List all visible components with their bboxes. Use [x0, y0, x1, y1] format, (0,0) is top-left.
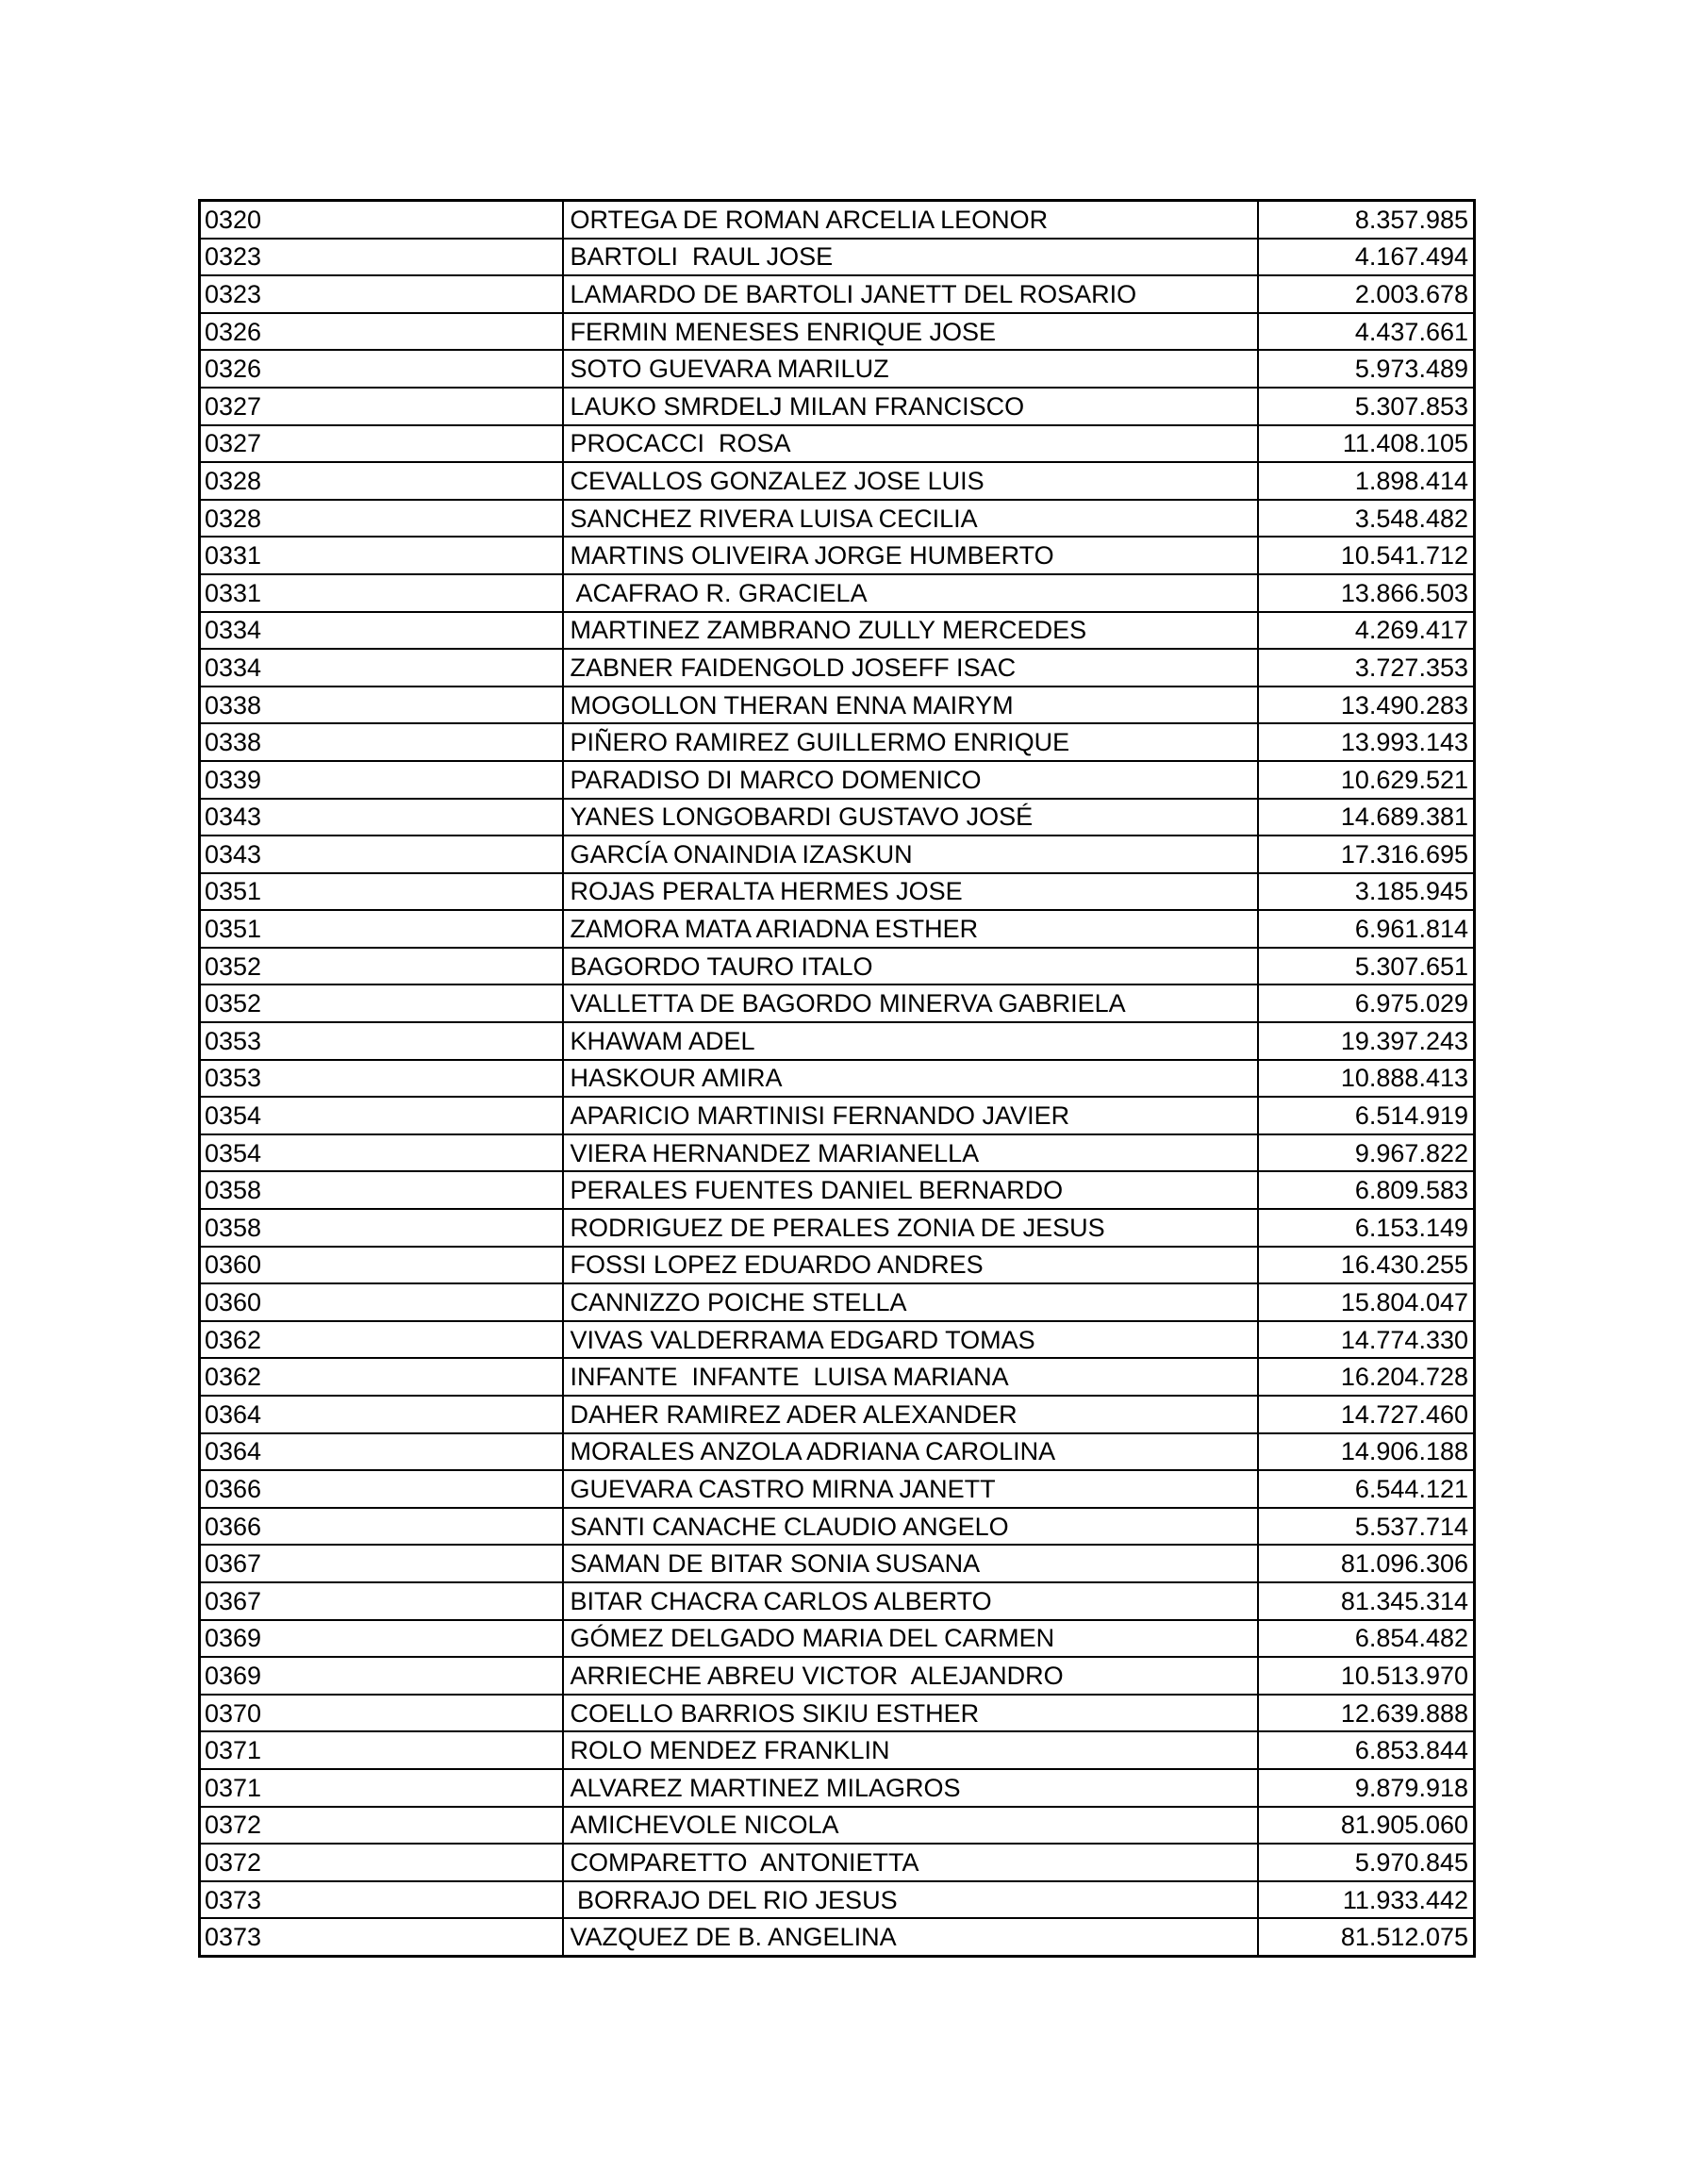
table-row — [200, 1844, 1475, 1881]
row-amount-cell: 9.879.918 — [1258, 1769, 1475, 1807]
table-row — [200, 1134, 1475, 1172]
row-name-cell: RODRIGUEZ DE PERALES ZONIA DE JESUS — [563, 1209, 1258, 1247]
table-row — [200, 462, 1475, 500]
row-code-cell: 0351 — [200, 873, 563, 911]
row-name-cell: BITAR CHACRA CARLOS ALBERTO — [563, 1582, 1258, 1620]
table-row — [200, 1470, 1475, 1508]
row-name-cell: BORRAJO DEL RIO JESUS — [563, 1881, 1258, 1919]
row-code-cell: 0371 — [200, 1769, 563, 1807]
row-code-cell: 0331 — [200, 574, 563, 612]
row-amount-cell: 6.961.814 — [1258, 910, 1475, 948]
table-row — [200, 649, 1475, 687]
row-code-cell: 0358 — [200, 1209, 563, 1247]
row-amount-cell: 81.096.306 — [1258, 1545, 1475, 1582]
row-amount-cell: 6.853.844 — [1258, 1731, 1475, 1769]
row-amount-cell: 14.774.330 — [1258, 1321, 1475, 1359]
table-row — [200, 910, 1475, 948]
row-code-cell: 0331 — [200, 537, 563, 574]
row-code-cell: 0364 — [200, 1433, 563, 1471]
row-amount-cell: 16.204.728 — [1258, 1358, 1475, 1396]
row-name-cell: ARRIECHE ABREU VICTOR ALEJANDRO — [563, 1657, 1258, 1695]
table-row — [200, 1097, 1475, 1134]
row-name-cell: ROLO MENDEZ FRANKLIN — [563, 1731, 1258, 1769]
row-code-cell: 0372 — [200, 1844, 563, 1881]
row-name-cell: COMPARETTO ANTONIETTA — [563, 1844, 1258, 1881]
table-row — [200, 687, 1475, 724]
table-row — [200, 425, 1475, 463]
row-amount-cell: 5.307.853 — [1258, 388, 1475, 425]
row-code-cell: 0327 — [200, 425, 563, 463]
row-name-cell: PIÑERO RAMIREZ GUILLERMO ENRIQUE — [563, 723, 1258, 761]
row-name-cell: AMICHEVOLE NICOLA — [563, 1807, 1258, 1845]
row-code-cell: 0360 — [200, 1283, 563, 1321]
row-code-cell: 0339 — [200, 761, 563, 799]
row-amount-cell: 3.185.945 — [1258, 873, 1475, 911]
table-row — [200, 313, 1475, 351]
table-row — [200, 1209, 1475, 1247]
row-code-cell: 0343 — [200, 836, 563, 873]
row-name-cell: ALVAREZ MARTINEZ MILAGROS — [563, 1769, 1258, 1807]
row-amount-cell: 4.269.417 — [1258, 612, 1475, 650]
table-row — [200, 537, 1475, 574]
row-name-cell: FERMIN MENESES ENRIQUE JOSE — [563, 313, 1258, 351]
row-name-cell: SAMAN DE BITAR SONIA SUSANA — [563, 1545, 1258, 1582]
row-code-cell: 0372 — [200, 1807, 563, 1845]
table-row — [200, 1508, 1475, 1546]
table-row — [200, 239, 1475, 276]
row-amount-cell: 14.689.381 — [1258, 799, 1475, 836]
row-amount-cell: 2.003.678 — [1258, 275, 1475, 313]
table-row — [200, 1321, 1475, 1359]
row-amount-cell: 14.906.188 — [1258, 1433, 1475, 1471]
row-amount-cell: 12.639.888 — [1258, 1695, 1475, 1732]
row-amount-cell: 4.437.661 — [1258, 313, 1475, 351]
table-body — [200, 201, 1475, 1957]
row-amount-cell: 3.548.482 — [1258, 500, 1475, 538]
row-code-cell: 0351 — [200, 910, 563, 948]
row-amount-cell: 11.933.442 — [1258, 1881, 1475, 1919]
row-name-cell: PROCACCI ROSA — [563, 425, 1258, 463]
row-code-cell: 0327 — [200, 388, 563, 425]
row-name-cell: LAMARDO DE BARTOLI JANETT DEL ROSARIO — [563, 275, 1258, 313]
row-code-cell: 0338 — [200, 723, 563, 761]
row-name-cell: GARCÍA ONAINDIA IZASKUN — [563, 836, 1258, 873]
row-code-cell: 0326 — [200, 313, 563, 351]
table-row — [200, 1022, 1475, 1060]
row-amount-cell: 6.975.029 — [1258, 984, 1475, 1022]
table-row — [200, 799, 1475, 836]
row-code-cell: 0334 — [200, 612, 563, 650]
row-name-cell: MARTINS OLIVEIRA JORGE HUMBERTO — [563, 537, 1258, 574]
row-amount-cell: 8.357.985 — [1258, 201, 1475, 239]
row-amount-cell: 15.804.047 — [1258, 1283, 1475, 1321]
row-amount-cell: 5.307.651 — [1258, 948, 1475, 985]
row-amount-cell: 4.167.494 — [1258, 239, 1475, 276]
row-name-cell: PARADISO DI MARCO DOMENICO — [563, 761, 1258, 799]
row-code-cell: 0369 — [200, 1657, 563, 1695]
row-amount-cell: 19.397.243 — [1258, 1022, 1475, 1060]
row-code-cell: 0367 — [200, 1582, 563, 1620]
table-row — [200, 1433, 1475, 1471]
row-code-cell: 0362 — [200, 1321, 563, 1359]
row-name-cell: INFANTE INFANTE LUISA MARIANA — [563, 1358, 1258, 1396]
table-row — [200, 275, 1475, 313]
row-name-cell: GUEVARA CASTRO MIRNA JANETT — [563, 1470, 1258, 1508]
row-name-cell: MARTINEZ ZAMBRANO ZULLY MERCEDES — [563, 612, 1258, 650]
row-name-cell: SANTI CANACHE CLAUDIO ANGELO — [563, 1508, 1258, 1546]
row-amount-cell: 16.430.255 — [1258, 1247, 1475, 1284]
table-row — [200, 1695, 1475, 1732]
row-code-cell: 0369 — [200, 1620, 563, 1658]
table-row — [200, 948, 1475, 985]
row-name-cell: COELLO BARRIOS SIKIU ESTHER — [563, 1695, 1258, 1732]
table-row — [200, 761, 1475, 799]
row-amount-cell: 10.513.970 — [1258, 1657, 1475, 1695]
row-amount-cell: 5.537.714 — [1258, 1508, 1475, 1546]
table-row — [200, 1731, 1475, 1769]
table-row — [200, 388, 1475, 425]
row-name-cell: LAUKO SMRDELJ MILAN FRANCISCO — [563, 388, 1258, 425]
row-code-cell: 0352 — [200, 948, 563, 985]
row-amount-cell: 13.866.503 — [1258, 574, 1475, 612]
table-row — [200, 612, 1475, 650]
row-name-cell: MOGOLLON THERAN ENNA MAIRYM — [563, 687, 1258, 724]
table-row — [200, 984, 1475, 1022]
row-amount-cell: 6.809.583 — [1258, 1171, 1475, 1209]
row-code-cell: 0326 — [200, 350, 563, 388]
table-row — [200, 1657, 1475, 1695]
row-name-cell: VIERA HERNANDEZ MARIANELLA — [563, 1134, 1258, 1172]
row-code-cell: 0354 — [200, 1134, 563, 1172]
table-row — [200, 1247, 1475, 1284]
row-name-cell: HASKOUR AMIRA — [563, 1060, 1258, 1098]
table-row — [200, 873, 1475, 911]
row-name-cell: ACAFRAO R. GRACIELA — [563, 574, 1258, 612]
row-code-cell: 0367 — [200, 1545, 563, 1582]
row-amount-cell: 10.888.413 — [1258, 1060, 1475, 1098]
row-code-cell: 0373 — [200, 1918, 563, 1956]
row-name-cell: ORTEGA DE ROMAN ARCELIA LEONOR — [563, 201, 1258, 239]
row-code-cell: 0323 — [200, 239, 563, 276]
row-name-cell: VAZQUEZ DE B. ANGELINA — [563, 1918, 1258, 1956]
data-table — [198, 199, 1476, 1958]
table-row — [200, 350, 1475, 388]
row-amount-cell: 13.490.283 — [1258, 687, 1475, 724]
row-name-cell: YANES LONGOBARDI GUSTAVO JOSÉ — [563, 799, 1258, 836]
row-code-cell: 0320 — [200, 201, 563, 239]
row-code-cell: 0362 — [200, 1358, 563, 1396]
row-code-cell: 0373 — [200, 1881, 563, 1919]
row-amount-cell: 3.727.353 — [1258, 649, 1475, 687]
row-code-cell: 0364 — [200, 1396, 563, 1433]
row-name-cell: MORALES ANZOLA ADRIANA CAROLINA — [563, 1433, 1258, 1471]
row-amount-cell: 14.727.460 — [1258, 1396, 1475, 1433]
row-amount-cell: 81.512.075 — [1258, 1918, 1475, 1956]
row-amount-cell: 13.993.143 — [1258, 723, 1475, 761]
row-amount-cell: 17.316.695 — [1258, 836, 1475, 873]
row-amount-cell: 6.153.149 — [1258, 1209, 1475, 1247]
row-amount-cell: 10.629.521 — [1258, 761, 1475, 799]
row-code-cell: 0370 — [200, 1695, 563, 1732]
table-row — [200, 500, 1475, 538]
row-name-cell: BAGORDO TAURO ITALO — [563, 948, 1258, 985]
row-amount-cell: 81.345.314 — [1258, 1582, 1475, 1620]
table-row — [200, 1283, 1475, 1321]
row-name-cell: SOTO GUEVARA MARILUZ — [563, 350, 1258, 388]
table-row — [200, 1620, 1475, 1658]
row-code-cell: 0353 — [200, 1060, 563, 1098]
row-amount-cell: 11.408.105 — [1258, 425, 1475, 463]
table-row — [200, 1171, 1475, 1209]
row-name-cell: VALLETTA DE BAGORDO MINERVA GABRIELA — [563, 984, 1258, 1022]
table-row — [200, 574, 1475, 612]
row-name-cell: CANNIZZO POICHE STELLA — [563, 1283, 1258, 1321]
row-name-cell: PERALES FUENTES DANIEL BERNARDO — [563, 1171, 1258, 1209]
row-name-cell: VIVAS VALDERRAMA EDGARD TOMAS — [563, 1321, 1258, 1359]
row-code-cell: 0338 — [200, 687, 563, 724]
row-name-cell: ZABNER FAIDENGOLD JOSEFF ISAC — [563, 649, 1258, 687]
row-name-cell: DAHER RAMIREZ ADER ALEXANDER — [563, 1396, 1258, 1433]
row-code-cell: 0328 — [200, 462, 563, 500]
table-row — [200, 1582, 1475, 1620]
row-name-cell: GÓMEZ DELGADO MARIA DEL CARMEN — [563, 1620, 1258, 1658]
row-code-cell: 0358 — [200, 1171, 563, 1209]
row-code-cell: 0371 — [200, 1731, 563, 1769]
row-amount-cell: 6.514.919 — [1258, 1097, 1475, 1134]
row-name-cell: APARICIO MARTINISI FERNANDO JAVIER — [563, 1097, 1258, 1134]
row-amount-cell: 10.541.712 — [1258, 537, 1475, 574]
row-code-cell: 0334 — [200, 649, 563, 687]
table-row — [200, 1881, 1475, 1919]
table-row — [200, 723, 1475, 761]
row-amount-cell: 5.970.845 — [1258, 1844, 1475, 1881]
row-amount-cell: 1.898.414 — [1258, 462, 1475, 500]
row-code-cell: 0366 — [200, 1470, 563, 1508]
row-code-cell: 0366 — [200, 1508, 563, 1546]
table-row — [200, 836, 1475, 873]
table-row — [200, 1060, 1475, 1098]
row-name-cell: FOSSI LOPEZ EDUARDO ANDRES — [563, 1247, 1258, 1284]
row-amount-cell: 9.967.822 — [1258, 1134, 1475, 1172]
table-row — [200, 1358, 1475, 1396]
row-name-cell: BARTOLI RAUL JOSE — [563, 239, 1258, 276]
table-row — [200, 1769, 1475, 1807]
row-code-cell: 0352 — [200, 984, 563, 1022]
table-row — [200, 1396, 1475, 1433]
row-code-cell: 0360 — [200, 1247, 563, 1284]
table-row — [200, 1545, 1475, 1582]
row-amount-cell: 6.544.121 — [1258, 1470, 1475, 1508]
row-amount-cell: 81.905.060 — [1258, 1807, 1475, 1845]
table-row — [200, 1807, 1475, 1845]
row-name-cell: SANCHEZ RIVERA LUISA CECILIA — [563, 500, 1258, 538]
table-row — [200, 201, 1475, 239]
row-name-cell: ZAMORA MATA ARIADNA ESTHER — [563, 910, 1258, 948]
row-code-cell: 0323 — [200, 275, 563, 313]
row-amount-cell: 5.973.489 — [1258, 350, 1475, 388]
row-code-cell: 0353 — [200, 1022, 563, 1060]
row-code-cell: 0354 — [200, 1097, 563, 1134]
row-name-cell: KHAWAM ADEL — [563, 1022, 1258, 1060]
table-row — [200, 1918, 1475, 1956]
row-name-cell: ROJAS PERALTA HERMES JOSE — [563, 873, 1258, 911]
row-code-cell: 0328 — [200, 500, 563, 538]
row-code-cell: 0343 — [200, 799, 563, 836]
row-amount-cell: 6.854.482 — [1258, 1620, 1475, 1658]
row-name-cell: CEVALLOS GONZALEZ JOSE LUIS — [563, 462, 1258, 500]
